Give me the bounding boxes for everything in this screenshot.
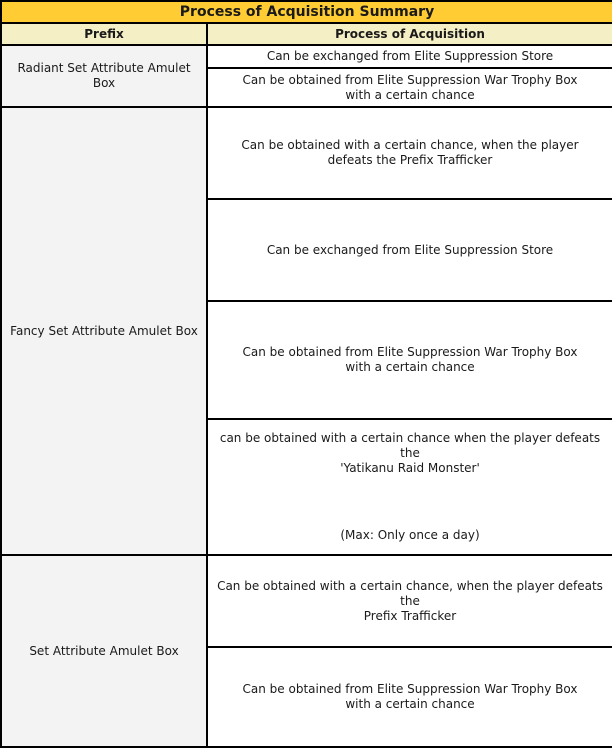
process-cell: [207, 68, 612, 107]
process-text: Can be obtained from Elite Suppression War Trophy Box: [242, 682, 578, 696]
process-text-2: Prefix Trafficker: [363, 608, 457, 623]
table-row: [1, 107, 612, 199]
process-text: can be obtained with a certain chance when the player defeats the: [219, 431, 601, 460]
process-cell: [207, 301, 612, 419]
process-text: Can be exchanged from Elite Suppression Store: [266, 242, 554, 257]
process-note: (Max: Only once a day): [340, 528, 480, 542]
process-text-2: 'Yatikanu Raid Monster': [340, 461, 480, 475]
process-text-2: with a certain chance: [345, 697, 475, 711]
header-process: Process of Acquisition: [207, 23, 612, 45]
prefix-set: Set Attribute Amulet Box: [1, 555, 207, 747]
process-text: Can be obtained from Elite Suppression War Trophy Box: [242, 72, 578, 87]
table-title: Process of Acquisition Summary: [1, 1, 612, 23]
process-text-2: defeats the Prefix Trafficker: [327, 153, 493, 167]
process-cell: [207, 107, 612, 199]
header-prefix: Prefix: [1, 23, 207, 45]
process-cell: [207, 45, 612, 68]
header-row: [1, 23, 612, 45]
table-row: [1, 45, 612, 68]
process-text-2: with a certain chance: [345, 87, 475, 102]
process-cell: [207, 419, 612, 555]
process-text: Can be obtained with a certain chance, when the player: [241, 138, 579, 152]
process-text-2: with a certain chance: [345, 360, 475, 374]
process-cell: [207, 199, 612, 301]
process-text: Can be obtained with a certain chance, when the player defeats the: [217, 578, 603, 608]
process-cell: [207, 647, 612, 747]
process-text: Can be obtained from Elite Suppression War Trophy Box: [242, 345, 578, 359]
process-cell: [207, 555, 612, 647]
process-text: Can be exchanged from Elite Suppression Store: [266, 49, 554, 63]
prefix-fancy: Fancy Set Attribute Amulet Box: [1, 107, 207, 555]
prefix-radiant: Radiant Set Attribute Amulet Box: [1, 45, 207, 107]
table-row: [1, 555, 612, 647]
title-row: [1, 1, 612, 23]
